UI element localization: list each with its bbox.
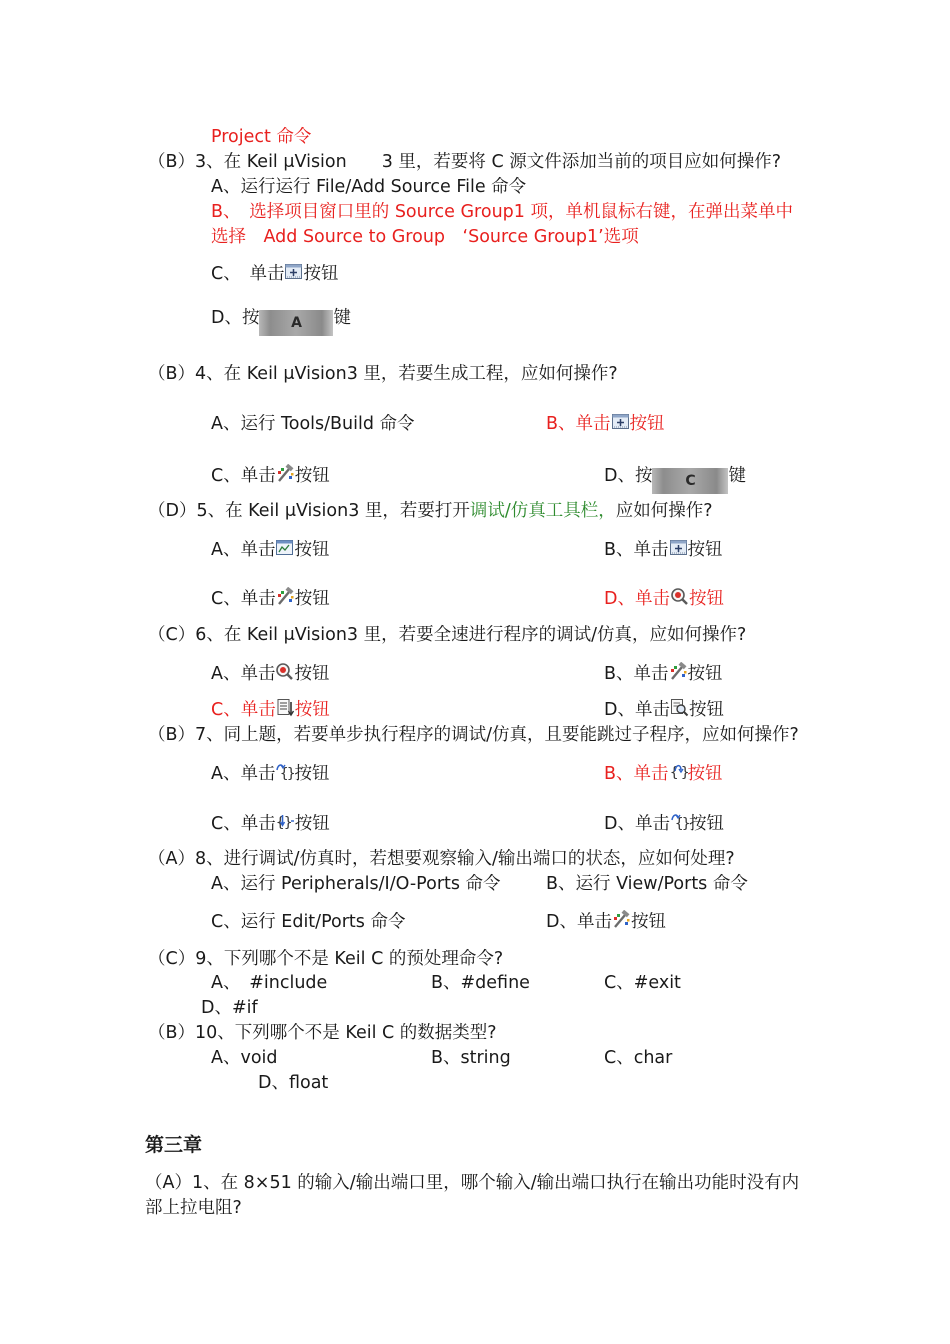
q4-option-b-prefix: B、单击: [546, 414, 611, 434]
q8-option-b: B、运行 View/Ports 命令: [546, 874, 748, 894]
add-file-icon: [611, 412, 630, 431]
q5-option-c-suffix: 按钮: [294, 589, 330, 609]
ch3-q1-line2: 部上拉电阻?: [145, 1198, 242, 1218]
q7-option-c-suffix: 按钮: [294, 814, 330, 834]
q7-option-d: [604, 812, 724, 836]
q6-option-d: [604, 698, 724, 722]
q9-option-d: D、#if: [201, 998, 258, 1018]
q4-option-d: [604, 464, 746, 494]
q4-option-c: [211, 464, 330, 488]
q7-stem: （B）7、同上题，若要单步执行程序的调试/仿真，且要能跳过子程序，应如何操作?: [148, 725, 799, 745]
q3-option-b-line2: 选择 Add Source to Group ‘Source Group1’选项: [211, 227, 639, 247]
q9-option-a: A、 #include: [211, 973, 328, 993]
step-over-icon: [669, 762, 688, 781]
q7-option-b-suffix: 按钮: [687, 764, 723, 784]
q5-option-a: [211, 538, 329, 562]
build-icon: [276, 464, 295, 483]
q6-option-b-suffix: 按钮: [687, 664, 723, 684]
q9-option-b: B、#define: [431, 973, 530, 993]
ch3-q1-line1: （A）1、在 8×51 的输入/输出端口里，哪个输入/输出端口执行在输出功能时没有内: [145, 1173, 800, 1193]
q7-option-b-prefix: B、单击: [604, 764, 669, 784]
q4-option-c-suffix: 按钮: [294, 466, 330, 486]
q7-option-a-suffix: 按钮: [294, 764, 330, 784]
q7-option-d-suffix: 按钮: [688, 814, 724, 834]
debug-start-icon: [275, 662, 294, 681]
q5-option-d-prefix: D、单击: [604, 589, 670, 609]
q2-answer-tail: Project 命令: [211, 127, 312, 147]
keycap-c: C: [652, 468, 728, 494]
q9-stem: （C）9、下列哪个不是 Keil C 的预处理命令?: [148, 949, 504, 969]
step-out-icon: [275, 762, 294, 781]
q5-option-d-suffix: 按钮: [688, 589, 724, 609]
step-into-icon: [276, 812, 295, 831]
q3-option-d-suffix: 键: [333, 308, 351, 328]
q3-option-c-prefix: C、 单击: [211, 264, 285, 284]
q10-option-c: C、char: [604, 1048, 673, 1068]
q10-stem: （B）10、下列哪个不是 Keil C 的数据类型?: [148, 1023, 497, 1043]
q7-option-d-prefix: D、单击: [604, 814, 670, 834]
q4-option-d-prefix: D、按: [604, 466, 653, 486]
q3-option-d-prefix: D、按: [211, 308, 260, 328]
step-out-icon: [670, 812, 689, 831]
q5-option-c: [211, 587, 330, 611]
q9-option-c: C、#exit: [604, 973, 681, 993]
q7-option-c-prefix: C、单击: [211, 814, 276, 834]
q6-option-a-suffix: 按钮: [294, 664, 330, 684]
q5-option-b: [604, 538, 723, 562]
q3-option-b-line1: B、 选择项目窗口里的 Source Group1 项，单机鼠标右键，在弹出菜单中: [211, 202, 793, 222]
q10-option-a: A、void: [211, 1048, 278, 1068]
q5-stem-suffix: 应如何操作?: [615, 501, 713, 521]
q5-option-b-prefix: B、单击: [604, 540, 669, 560]
q6-stem: （C）6、在 Keil μVision3 里，若要全速进行程序的调试/仿真，应如何操作?: [148, 625, 747, 645]
q6-option-a-prefix: A、单击: [211, 664, 276, 684]
q4-option-d-suffix: 键: [728, 466, 746, 486]
chapter-heading: 第三章: [145, 1134, 203, 1156]
q10-option-b: B、string: [431, 1048, 511, 1068]
add-file-icon: [284, 262, 303, 281]
build-icon: [276, 587, 295, 606]
q6-option-c-prefix: C、单击: [211, 700, 276, 720]
q7-option-a-prefix: A、单击: [211, 764, 276, 784]
q6-option-c: [211, 698, 330, 722]
q4-option-b: [546, 412, 665, 436]
q4-option-b-suffix: 按钮: [629, 414, 665, 434]
q3-option-c: [211, 262, 338, 286]
keycap-a: A: [259, 310, 333, 336]
q4-option-a: A、运行 Tools/Build 命令: [211, 414, 415, 434]
q3-option-c-suffix: 按钮: [303, 264, 339, 284]
q8-option-a: A、运行 Peripherals/I/O-Ports 命令: [211, 874, 501, 894]
q7-option-b: [604, 762, 723, 786]
q3-option-a: A、运行运行 File/Add Source File 命令: [211, 177, 527, 197]
q5-option-b-suffix: 按钮: [687, 540, 723, 560]
q5-option-c-prefix: C、单击: [211, 589, 276, 609]
q6-option-c-suffix: 按钮: [294, 700, 330, 720]
q5-option-d: [604, 587, 724, 611]
debug-start-icon: [670, 587, 689, 606]
q5-stem-highlight: 调试/仿真工具栏，: [469, 501, 616, 521]
q5-option-a-suffix: 按钮: [294, 540, 330, 560]
q5-stem: [148, 499, 713, 523]
build-icon: [612, 910, 631, 929]
q6-option-a: [211, 662, 329, 686]
q6-option-d-suffix: 按钮: [688, 700, 724, 720]
q4-option-c-prefix: C、单击: [211, 466, 276, 486]
q8-option-c: C、运行 Edit/Ports 命令: [211, 912, 406, 932]
q6-option-b: [604, 662, 723, 686]
run-icon: [276, 698, 295, 717]
window-icon: [275, 538, 294, 557]
q8-option-d-suffix: 按钮: [630, 912, 666, 932]
inspect-icon: [670, 698, 689, 717]
q3-option-d: [211, 306, 351, 336]
q8-stem: （A）8、进行调试/仿真时，若想要观察输入/输出端口的状态，应如何处理?: [148, 849, 735, 869]
q5-option-a-prefix: A、单击: [211, 540, 276, 560]
q6-option-d-prefix: D、单击: [604, 700, 670, 720]
add-file-icon: [669, 538, 688, 557]
q7-option-a: [211, 762, 329, 786]
q7-option-c: [211, 812, 330, 836]
q4-stem: （B）4、在 Keil μVision3 里，若要生成工程，应如何操作?: [148, 364, 618, 384]
q8-option-d: [546, 910, 666, 934]
build-icon: [669, 662, 688, 681]
q10-option-d: D、float: [258, 1073, 329, 1093]
q6-option-b-prefix: B、单击: [604, 664, 669, 684]
q3-stem: （B）3、在 Keil μVision 3 里，若要将 C 源文件添加当前的项目应如何操作?: [148, 152, 782, 172]
q8-option-d-prefix: D、单击: [546, 912, 612, 932]
q5-stem-prefix: （D）5、在 Keil μVision3 里，若要打开: [148, 501, 470, 521]
